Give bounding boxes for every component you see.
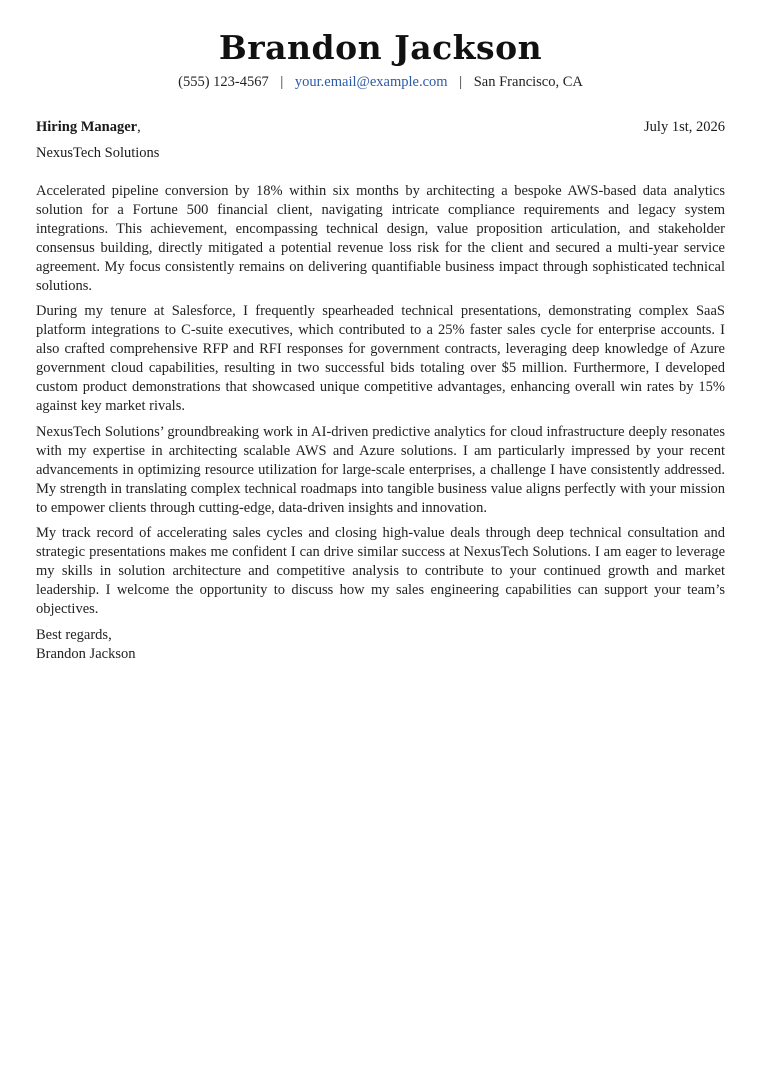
body-paragraph: During my tenure at Salesforce, I frequently spearheaded technical presentations, demonstrating complex SaaS platform integrations to C-suite executives, which contributed to a 25% faster sales cycle for enterprise accounts. I also crafted comprehensive RFP and RFI responses for government contracts, leveraging deep knowledge of Azure government cloud capabilities, resulting in two successful bids totaling over $5 million. Furthermore, I developed custom product demonstrations that showcased unique competitive advantages, enhancing overall win rates by 15% against key market rivals. <box>36 303 725 414</box>
recipient-title: Hiring Manager <box>36 119 138 135</box>
location: San Francisco, CA <box>473 74 583 90</box>
body-paragraph: Accelerated pipeline conversion by 18% within six months by architecting a bespoke AWS-based data analytics solution for a Fortune 500 financial client, navigating intricate compliance requirements and legacy system integrations. This achievement, encompassing technical design, value proposition articulation, and stakeholder consensus building, directly mitigated a potential revenue loss risk for the client and secured a multi-year service agreement. My focus consistently remains on delivering quantifiable business impact through sophisticated technical solutions. <box>36 183 725 294</box>
contact-line <box>36 72 725 92</box>
letter-body <box>36 182 725 619</box>
phone-number: (555) 123-4567 <box>178 74 269 90</box>
applicant-name: Brandon Jackson <box>218 28 543 67</box>
contact-separator: | <box>459 74 463 90</box>
letter-date: July 1st, 2026 <box>644 119 725 135</box>
recipient-title-suffix: , <box>137 119 141 135</box>
recipient-row <box>36 117 725 137</box>
recipient-greeting <box>36 117 141 137</box>
cover-letter-page <box>36 26 725 664</box>
closing-salutation: Best regards, <box>36 626 112 643</box>
body-paragraph: NexusTech Solutions’ groundbreaking work in AI-driven predictive analytics for cloud infrastructure deeply resonates with my expertise in architecting scalable AWS and Azure solutions. I am particularly impressed by your recent advancements in optimizing resource utilization for large-scale enterprises, a challenge I have consistently addressed. My strength in translating complex technical roadmaps into tangible business value aligns perfectly with your mission to empower clients through cutting-edge, data-driven insights and innovation. <box>36 423 725 516</box>
letter-closing <box>36 626 725 664</box>
body-paragraph: My track record of accelerating sales cycles and closing high-value deals through deep technical consultation and strategic presentations makes me confident I can drive similar success at NexusTech Solutions. I am eager to leverage my skills in solution architecture and competitive analysis to contribute to your continued growth and market leadership. I welcome the opportunity to discuss how my sales engineering capabilities can support your team’s objectives. <box>36 525 725 618</box>
closing-signature: Brandon Jackson <box>36 645 136 662</box>
recipient-company: NexusTech Solutions <box>36 145 160 161</box>
contact-separator: | <box>280 74 284 90</box>
email-link[interactable]: your.email@example.com <box>294 74 448 90</box>
